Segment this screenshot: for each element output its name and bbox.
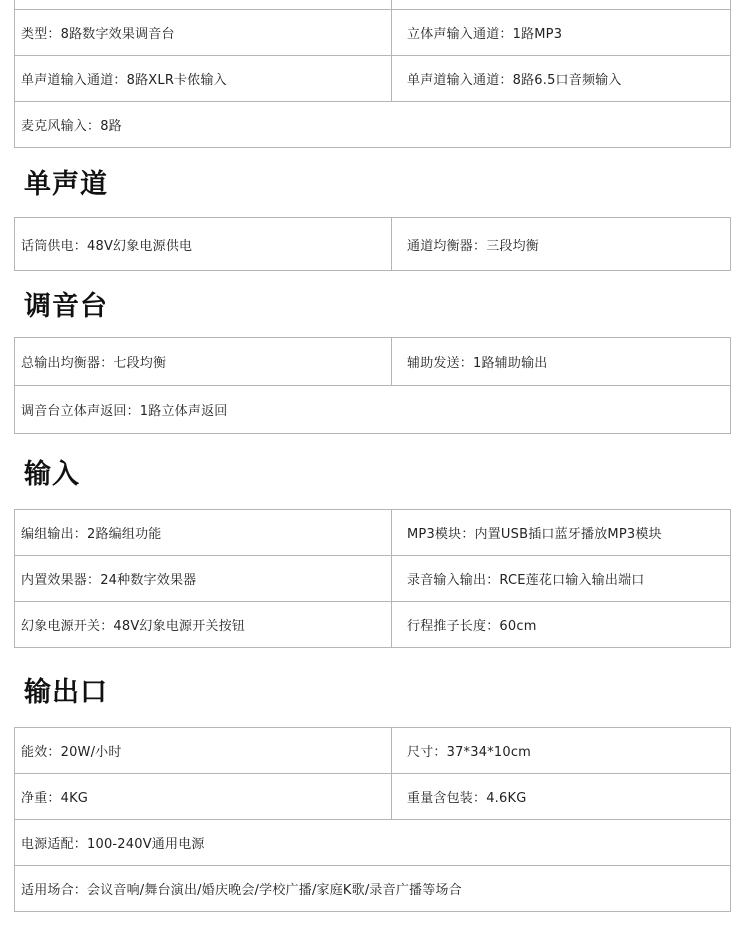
section-title-mono: 单声道	[24, 169, 108, 200]
spec-table-input	[14, 509, 731, 648]
spec-cell: 麦克风输入：8路	[15, 102, 731, 147]
table-row	[15, 602, 731, 648]
table-row	[15, 56, 731, 102]
spec-cell: 调音台立体声返回：1路立体声返回	[15, 386, 731, 433]
spec-cell: 行程推子长度：60cm	[392, 602, 731, 647]
spec-cell: 单声道输入通道：8路6.5口音频输入	[392, 56, 731, 101]
spec-cell: 编组输出：2路编组功能	[15, 510, 392, 555]
spec-cell: 适用场合：会议音响/舞台演出/婚庆晚会/学校广播/家庭K歌/录音广播等场合	[15, 866, 731, 911]
spec-cell: 录音输入输出：RCE莲花口输入输出端口	[392, 556, 731, 601]
spec-cell: 类型：8路数字效果调音台	[15, 10, 392, 55]
spec-cell: 电源适配：100-240V通用电源	[15, 820, 731, 865]
spec-cell: 重量含包装：4.6KG	[392, 774, 731, 819]
section-title-input: 输入	[24, 459, 80, 490]
spec-cell: 净重：4KG	[15, 774, 392, 819]
table-row	[15, 0, 731, 10]
table-row	[15, 866, 731, 912]
spec-table-mono	[14, 217, 731, 271]
section-title-output: 输出口	[24, 677, 108, 708]
table-row	[15, 774, 731, 820]
spec-cell: 单声道输入通道：8路XLR卡侬输入	[15, 56, 392, 101]
spec-cell: 能效：20W/小时	[15, 728, 392, 773]
spec-cell	[392, 0, 731, 9]
table-row	[15, 218, 731, 271]
spec-cell: 内置效果器：24种数字效果器	[15, 556, 392, 601]
table-row	[15, 728, 731, 774]
spec-table-mixer	[14, 337, 731, 434]
table-row	[15, 510, 731, 556]
table-row	[15, 556, 731, 602]
spec-cell: 总输出均衡器：七段均衡	[15, 338, 392, 385]
spec-table-output	[14, 727, 731, 912]
table-row	[15, 102, 731, 148]
spec-cell: 幻象电源开关：48V幻象电源开关按钮	[15, 602, 392, 647]
section-title-mixer: 调音台	[24, 291, 108, 322]
table-row	[15, 10, 731, 56]
spec-table-general	[14, 0, 731, 148]
spec-cell: MP3模块：内置USB插口蓝牙播放MP3模块	[392, 510, 731, 555]
spec-cell: 话筒供电：48V幻象电源供电	[15, 218, 392, 270]
spec-cell: 立体声输入通道：1路MP3	[392, 10, 731, 55]
spec-cell: 尺寸：37*34*10cm	[392, 728, 731, 773]
spec-cell: 辅助发送：1路辅助输出	[392, 338, 731, 385]
spec-cell: 通道均衡器：三段均衡	[392, 218, 731, 270]
table-row	[15, 820, 731, 866]
table-row	[15, 338, 731, 386]
table-row	[15, 386, 731, 434]
spec-cell	[15, 0, 392, 9]
